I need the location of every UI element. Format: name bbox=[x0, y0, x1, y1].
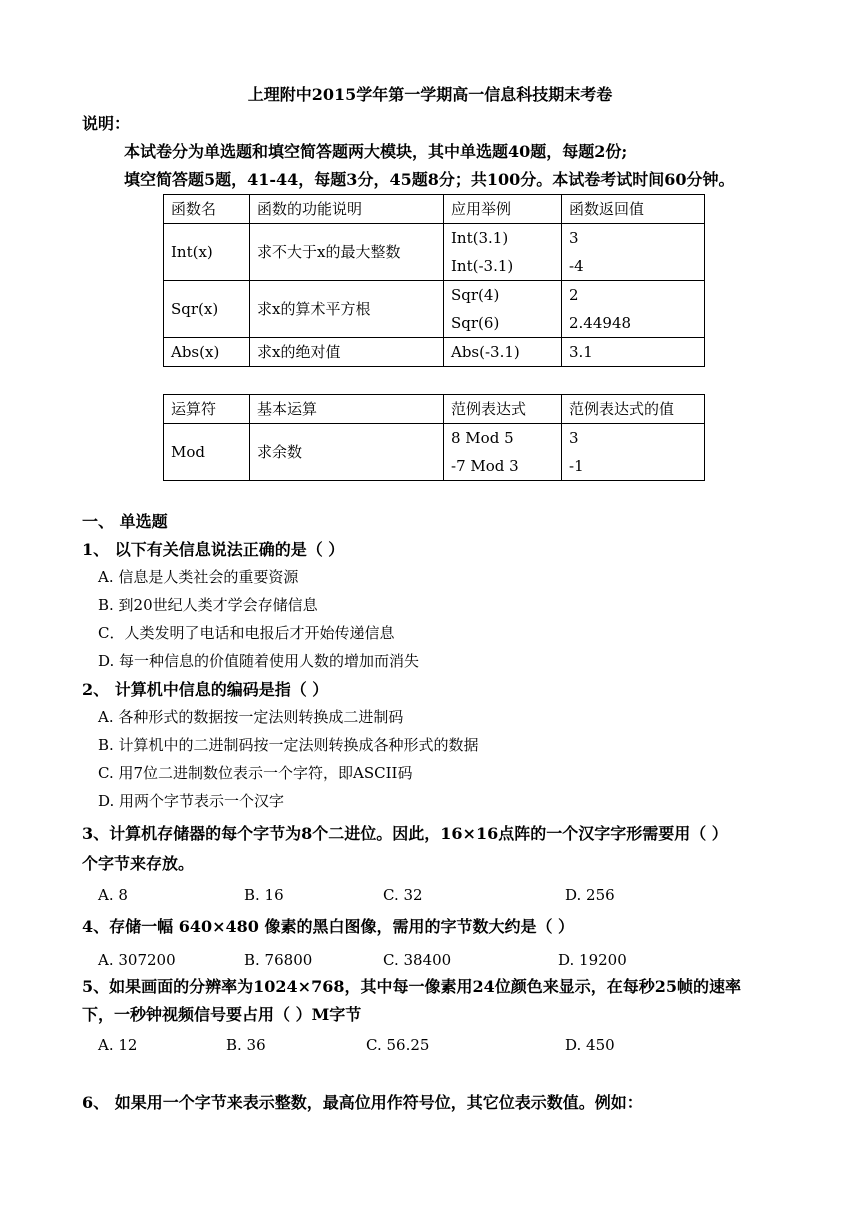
result-text: -1 bbox=[569, 457, 584, 475]
question-stem: 6、 如果用一个字节来表示整数，最高位用作符号位，其它位表示数值。例如： bbox=[82, 1093, 643, 1112]
question-option: B. 到20世纪人类才学会存储信息 bbox=[98, 596, 318, 614]
question-option: D. 19200 bbox=[558, 951, 627, 969]
func-desc-cell: 求x的算术平方根 bbox=[250, 281, 444, 338]
example-text: Int(-3.1) bbox=[451, 257, 514, 275]
question-option: A. 307200 bbox=[98, 951, 176, 969]
question-stem: 3、计算机存储器的每个字节为8个二进位。因此，16×16点阵的一个汉字字形需要用（ ） bbox=[82, 824, 728, 843]
result-text: 3 bbox=[569, 229, 579, 247]
table-header-cell: 函数名 bbox=[164, 195, 250, 224]
question-stem: 4、存储一幅 640×480 像素的黑白图像，需用的字节数大约是（ ） bbox=[82, 917, 575, 936]
op-example-cell bbox=[444, 424, 562, 481]
function-table bbox=[163, 194, 705, 367]
example-text: 8 Mod 5 bbox=[451, 429, 514, 447]
question-option: C. 32 bbox=[383, 886, 423, 904]
func-result-cell bbox=[562, 224, 705, 281]
result-text: 3 bbox=[569, 429, 579, 447]
example-text: Sqr(6) bbox=[451, 314, 500, 332]
table-header-cell: 运算符 bbox=[164, 395, 250, 424]
result-text: 2.44948 bbox=[569, 314, 632, 332]
question-option: B. 36 bbox=[226, 1036, 266, 1054]
table-header-cell: 函数的功能说明 bbox=[250, 195, 444, 224]
question-option: C. 用7位二进制数位表示一个字符，即ASCII码 bbox=[98, 764, 413, 782]
question-option: B. 16 bbox=[244, 886, 284, 904]
question-option: C. 38400 bbox=[383, 951, 452, 969]
func-name-cell: Abs(x) bbox=[164, 338, 250, 367]
op-name-cell: Mod bbox=[164, 424, 250, 481]
func-result-cell bbox=[562, 281, 705, 338]
func-example-cell bbox=[444, 224, 562, 281]
func-example-cell: Abs(-3.1) bbox=[444, 338, 562, 367]
question-stem-continued: 个字节来存放。 bbox=[82, 854, 195, 873]
section-heading: 一、 单选题 bbox=[82, 512, 168, 531]
table-row bbox=[164, 224, 705, 281]
question-option: C. 56.25 bbox=[366, 1036, 430, 1054]
func-name-cell: Int(x) bbox=[164, 224, 250, 281]
question-stem-continued: 下，一秒钟视频信号要占用（ ）M字节 bbox=[82, 1005, 362, 1024]
example-text: -7 Mod 3 bbox=[451, 457, 519, 475]
table-row bbox=[164, 338, 705, 367]
table-header-cell: 基本运算 bbox=[250, 395, 444, 424]
question-option: A. 各种形式的数据按一定法则转换成二进制码 bbox=[98, 708, 404, 726]
table-header-cell: 范例表达式 bbox=[444, 395, 562, 424]
table-row bbox=[164, 281, 705, 338]
table-header-row bbox=[164, 195, 705, 224]
result-text: 2 bbox=[569, 286, 579, 304]
op-result-cell bbox=[562, 424, 705, 481]
table-header-cell: 应用举例 bbox=[444, 195, 562, 224]
question-option: A. 信息是人类社会的重要资源 bbox=[98, 568, 299, 586]
func-name-cell: Sqr(x) bbox=[164, 281, 250, 338]
func-example-cell bbox=[444, 281, 562, 338]
question-option: D. 450 bbox=[565, 1036, 615, 1054]
table-header-cell: 函数返回值 bbox=[562, 195, 705, 224]
question-stem: 2、 计算机中信息的编码是指（ ） bbox=[82, 680, 329, 699]
exam-title: 上理附中2015学年第一学期高一信息科技期末考卷 bbox=[247, 85, 613, 104]
table-row bbox=[164, 424, 705, 481]
question-option: B. 计算机中的二进制码按一定法则转换成各种形式的数据 bbox=[98, 736, 479, 754]
func-desc-cell: 求x的绝对值 bbox=[250, 338, 444, 367]
question-stem: 5、如果画面的分辨率为1024×768，其中每一像素用24位颜色来显示，在每秒25帧的速率 bbox=[82, 977, 742, 996]
question-option: D. 256 bbox=[565, 886, 615, 904]
example-text: Int(3.1) bbox=[451, 229, 509, 247]
question-option: C．人类发明了电话和电报后才开始传递信息 bbox=[98, 624, 395, 642]
func-desc-cell: 求不大于x的最大整数 bbox=[250, 224, 444, 281]
table-header-row bbox=[164, 395, 705, 424]
question-option: A. 8 bbox=[98, 886, 128, 904]
op-desc-cell: 求余数 bbox=[250, 424, 444, 481]
question-option: D. 每一种信息的价值随着使用人数的增加而消失 bbox=[98, 652, 420, 670]
table-header-cell: 范例表达式的值 bbox=[562, 395, 705, 424]
note-line-2: 填空简答题5题，41-44，每题3分，45题8分；共100分。本试卷考试时间60分钟。 bbox=[124, 170, 735, 189]
note-label: 说明： bbox=[82, 114, 131, 133]
question-stem: 1、 以下有关信息说法正确的是（ ） bbox=[82, 540, 345, 559]
example-text: Sqr(4) bbox=[451, 286, 500, 304]
func-result-cell: 3.1 bbox=[562, 338, 705, 367]
question-option: D. 用两个字节表示一个汉字 bbox=[98, 792, 285, 810]
question-option: A. 12 bbox=[98, 1036, 138, 1054]
operator-table bbox=[163, 394, 705, 481]
question-option: B. 76800 bbox=[244, 951, 313, 969]
result-text: -4 bbox=[569, 257, 584, 275]
note-line-1: 本试卷分为单选题和填空简答题两大模块，其中单选题40题，每题2份; bbox=[124, 142, 628, 161]
